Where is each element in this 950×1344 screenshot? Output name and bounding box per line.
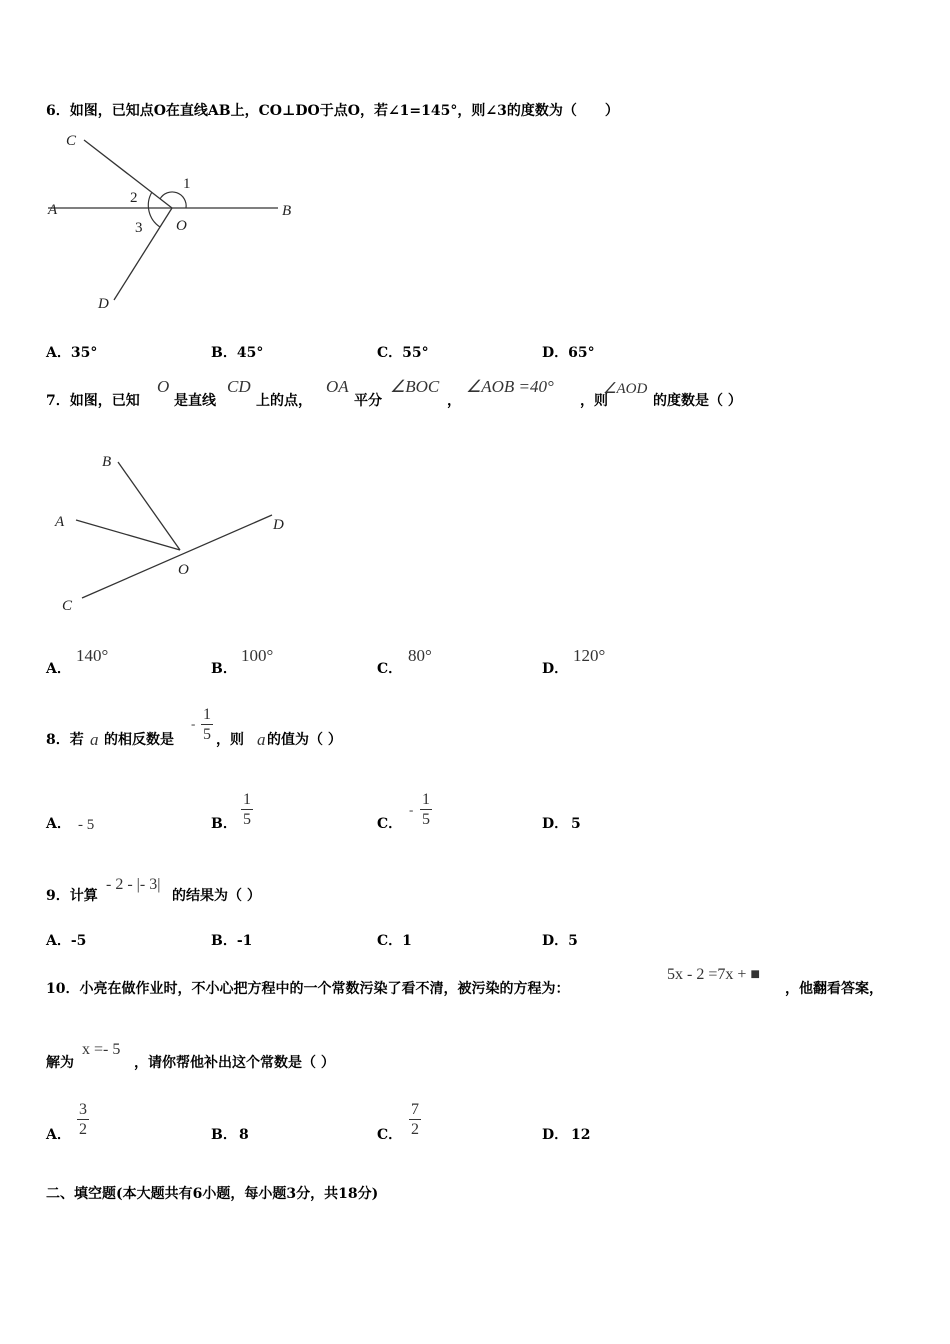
- q7-stem-5: ，: [447, 393, 461, 409]
- q7-stem-6: ，则: [580, 393, 608, 409]
- q8-option-c-fraction: 1 5: [422, 791, 430, 828]
- q7-option-b: B．: [211, 661, 237, 677]
- section-heading-fill-in: 二、填空题(本大题共有6小题，每小题3分，共18分): [46, 1186, 379, 1202]
- q7-figure: [0, 0, 320, 640]
- q7-option-b-value: 100°: [241, 646, 274, 665]
- q7-label-o: O: [178, 562, 189, 578]
- q7-option-d-value: 120°: [573, 646, 606, 665]
- q10-stem-4: ，请你帮他补出这个常数是（ ）: [134, 1055, 335, 1071]
- q9-option-d: D．5: [542, 933, 578, 949]
- q6-angle-1: 1: [183, 176, 191, 192]
- q8-option-c: C．: [377, 816, 403, 832]
- q10-option-c: C．: [377, 1127, 403, 1143]
- q7-option-a-value: 140°: [76, 646, 109, 665]
- q8-option-d-value: 5: [571, 816, 581, 832]
- q10-option-d: D．: [542, 1127, 569, 1143]
- q10-option-d-value: 12: [571, 1127, 591, 1143]
- q7-option-d: D．: [542, 661, 569, 677]
- q8-option-b-fraction: 1 5: [243, 791, 251, 828]
- q6-option-d: D．65°: [542, 345, 595, 361]
- q10-solution: x =- 5: [82, 1041, 121, 1058]
- q8-fraction: 1 5: [203, 706, 211, 743]
- q7-math-boc: ∠BOC: [390, 377, 440, 396]
- q8-option-b: B．: [211, 816, 237, 832]
- q7-stem-4: 平分: [354, 393, 382, 409]
- q9-option-b: B．-1: [211, 933, 253, 949]
- q7-label-c: C: [62, 598, 73, 614]
- q7-math-o: O: [157, 377, 170, 396]
- q8-math-a2: a: [257, 730, 266, 749]
- q6-angle-3: 3: [135, 220, 143, 236]
- q7-stem-2: 是直线: [174, 393, 216, 409]
- q7-option-a: A．: [46, 661, 71, 677]
- q7-stem-1: 7．如图，已知: [46, 393, 140, 409]
- q6-label-d: D: [98, 296, 109, 312]
- q7-stem-3: 上的点，: [256, 393, 312, 409]
- q7-math-aob: ∠AOB =40°: [466, 377, 554, 396]
- q8-option-a-value: - 5: [78, 817, 95, 833]
- q10-option-b-value: 8: [239, 1127, 249, 1143]
- q10-option-a-fraction: 3 2: [79, 1101, 87, 1138]
- q8-minus: -: [191, 716, 196, 731]
- q9-option-a: A．-5: [46, 933, 87, 949]
- q7-option-c-value: 80°: [408, 646, 432, 665]
- q9-stem-1: 9．计算: [46, 888, 98, 904]
- q8-stem-4: 的值为（ ）: [267, 732, 342, 748]
- q7-stem-7: 的度数是（ ）: [653, 393, 742, 409]
- q10-option-a: A．: [46, 1127, 71, 1143]
- q8-option-c-sign: -: [409, 802, 414, 817]
- q8-stem-3: ，则: [216, 732, 244, 748]
- q6-label-b: B: [282, 203, 292, 219]
- q9-expression: - 2 - |- 3|: [106, 876, 161, 893]
- q8-stem-1: 8．若: [46, 732, 84, 748]
- q9-stem-2: 的结果为（ ）: [172, 888, 261, 904]
- q10-equation: 5x - 2 =7x + ■: [667, 966, 761, 983]
- q7-label-d: D: [273, 517, 284, 533]
- q10-option-b: B．: [211, 1127, 237, 1143]
- q8-stem-2: 的相反数是: [104, 732, 174, 748]
- q7-math-cd: CD: [227, 377, 251, 396]
- q6-option-a: A．35°: [46, 345, 98, 361]
- q10-option-c-fraction: 7 2: [411, 1101, 419, 1138]
- q8-option-a: A．: [46, 816, 71, 832]
- q6-label-a: A: [48, 202, 58, 218]
- q7-math-aod: ∠AOD: [603, 381, 648, 397]
- q8-option-d: D．: [542, 816, 569, 832]
- q7-label-a: A: [55, 514, 65, 530]
- q7-math-oa: OA: [326, 377, 349, 396]
- q10-stem-2: ，他翻看答案，: [785, 981, 883, 997]
- q6-option-c: C．55°: [377, 345, 429, 361]
- q9-option-c: C．1: [377, 933, 412, 949]
- q7-label-b: B: [102, 454, 112, 470]
- q10-stem-3: 解为: [46, 1055, 74, 1071]
- q6-label-c: C: [66, 133, 77, 149]
- q10-stem-1: 10．小亮在做作业时，不小心把方程中的一个常数污染了看不清，被污染的方程为：: [46, 981, 570, 997]
- q8-math-a: a: [90, 730, 99, 749]
- q6-angle-2: 2: [130, 190, 138, 206]
- q7-option-c: C．: [377, 661, 403, 677]
- q6-label-o: O: [176, 218, 187, 234]
- q6-option-b: B．45°: [211, 345, 264, 361]
- q6-stem: 6．如图，已知点O在直线AB上，CO⊥DO于点O，若∠1=145°，则∠3的度数为（ ）: [46, 103, 619, 119]
